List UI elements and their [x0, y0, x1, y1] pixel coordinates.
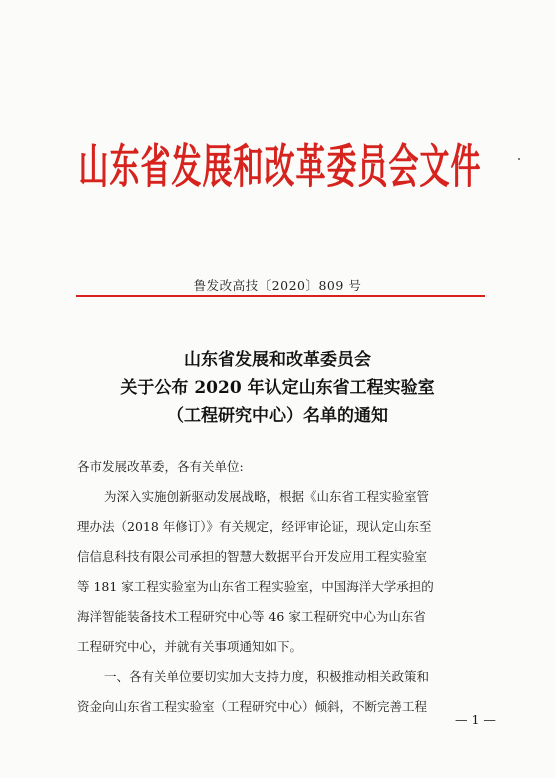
scan-speck — [518, 158, 520, 160]
body-line: 为深入实施创新驱动发展战略，根据《山东省工程实验室管 — [104, 489, 430, 504]
body-line: 资金向山东省工程实验室（工程研究中心）倾斜，不断完善工程 — [77, 699, 428, 714]
body-line: 理办法（2018 年修订）》有关规定，经评审论证，现认定山东至 — [77, 519, 432, 534]
body-line: 海洋智能装备技术工程研究中心等 46 家工程研究中心为山东省 — [77, 609, 426, 624]
issuer-header-title: 山东省发展和改革委员会文件 — [78, 140, 482, 195]
body-line: 一、各有关单位要切实加大支持力度，积极推动相关政策和 — [104, 669, 430, 684]
salutation: 各市发展改革委，各有关单位: — [77, 459, 244, 474]
document-number: 鲁发改高技〔2020〕809 号 — [193, 278, 362, 293]
page-number: — 1 — — [455, 712, 496, 727]
body-line: 工程研究中心，并就有关事项通知如下。 — [77, 639, 303, 654]
notice-title-line-3: （工程研究中心）名单的通知 — [167, 406, 388, 426]
body-line: 信信息科技有限公司承担的智慧大数据平台开发应用工程实验室 — [77, 549, 428, 564]
notice-title-line-2: 关于公布 2020 年认定山东省工程实验室 — [120, 378, 435, 398]
red-separator-line — [76, 295, 485, 297]
body-line: 等 181 家工程实验室为山东省工程实验室，中国海洋大学承担的 — [77, 579, 434, 594]
notice-title-line-1: 山东省发展和改革委员会 — [184, 350, 371, 370]
